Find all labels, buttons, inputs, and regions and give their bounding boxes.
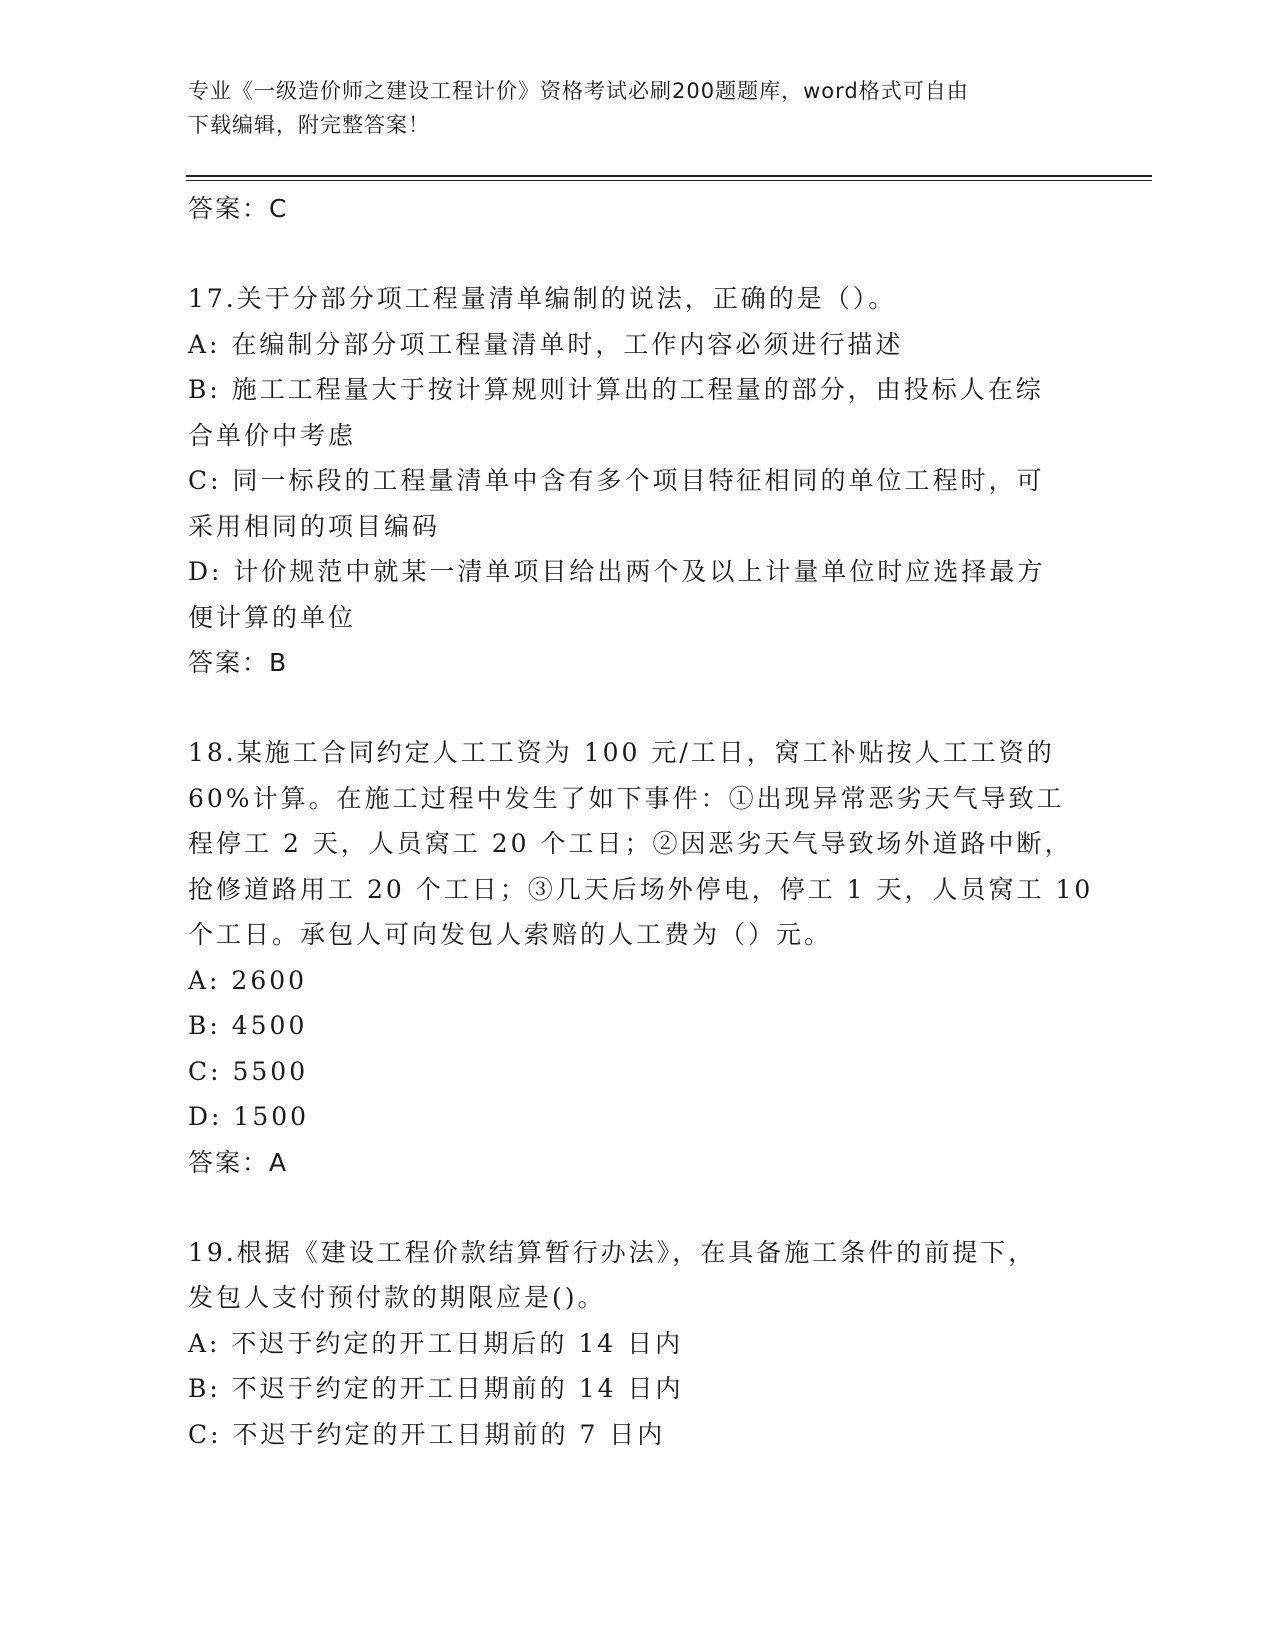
spacer xyxy=(188,685,1088,730)
question-stem-line-2: 发包人支付预付款的期限应是()。 xyxy=(188,1283,606,1312)
answer-18: 答案：A xyxy=(188,1147,289,1177)
question-17 xyxy=(188,276,1088,685)
question-stem-line-4: 抢修道路用工 20 个工日；③几天后场外停电，停工 1 天，人员窝工 10 xyxy=(188,874,1094,904)
question-stem-line-1: 19.根据《建设工程价款结算暂行办法》，在具备施工条件的前提下， xyxy=(188,1237,1037,1267)
option-c-line-2: 采用相同的项目编码 xyxy=(188,511,441,541)
option-d-line-1: D: 计价规范中就某一清单项目给出两个及以上计量单位时应选择最方 xyxy=(188,557,1046,586)
option-b: B: 不迟于约定的开工日期前的 14 日内 xyxy=(188,1374,684,1403)
question-stem-line-5: 个工日。承包人可向发包人索赔的人工费为（）元。 xyxy=(188,920,833,949)
question-18 xyxy=(188,730,1094,1185)
question-stem-line-3: 程停工 2 天，人员窝工 20 个工日；②因恶劣天气导致场外道路中断， xyxy=(188,829,1073,858)
option-b: B: 4500 xyxy=(188,1011,308,1040)
question-stem: 17.关于分部分项工程量清单编制的说法，正确的是（）。 xyxy=(188,284,897,313)
document-body xyxy=(188,186,1094,1457)
option-a: A: 在编制分部分项工程量清单时，工作内容必须进行描述 xyxy=(188,329,904,359)
header-line-1: 专业《一级造价师之建设工程计价》资格考试必刷200题题库，word格式可自由 xyxy=(188,79,969,103)
option-c: C: 不迟于约定的开工日期前的 7 日内 xyxy=(188,1419,666,1449)
option-b-line-2: 合单价中考虑 xyxy=(188,420,357,450)
spacer xyxy=(188,231,1088,276)
header-line-2: 下载编辑，附完整答案！ xyxy=(188,113,430,137)
question-19 xyxy=(188,1230,1088,1458)
header-divider xyxy=(186,175,1152,181)
option-a: A: 不迟于约定的开工日期后的 14 日内 xyxy=(188,1328,684,1358)
answer-16: 答案：C xyxy=(188,194,289,223)
spacer xyxy=(188,1185,1088,1230)
question-stem-line-2: 60%计算。在施工过程中发生了如下事件：①出现异常恶劣天气导致工 xyxy=(188,783,1065,813)
document-header xyxy=(188,74,1068,142)
option-c-line-1: C: 同一标段的工程量清单中含有多个项目特征相同的单位工程时，可 xyxy=(188,466,1045,495)
option-b-line-1: B: 施工工程量大于按计算规则计算出的工程量的部分，由投标人在综 xyxy=(188,375,1044,404)
answer-17: 答案：B xyxy=(188,648,289,677)
option-d-line-2: 便计算的单位 xyxy=(188,602,357,632)
option-d: D: 1500 xyxy=(188,1102,310,1131)
question-stem-line-1: 18.某施工合同约定人工工资为 100 元/工日，窝工补贴按人工工资的 xyxy=(188,738,1055,767)
option-c: C: 5500 xyxy=(188,1056,309,1086)
option-a: A: 2600 xyxy=(188,965,308,995)
